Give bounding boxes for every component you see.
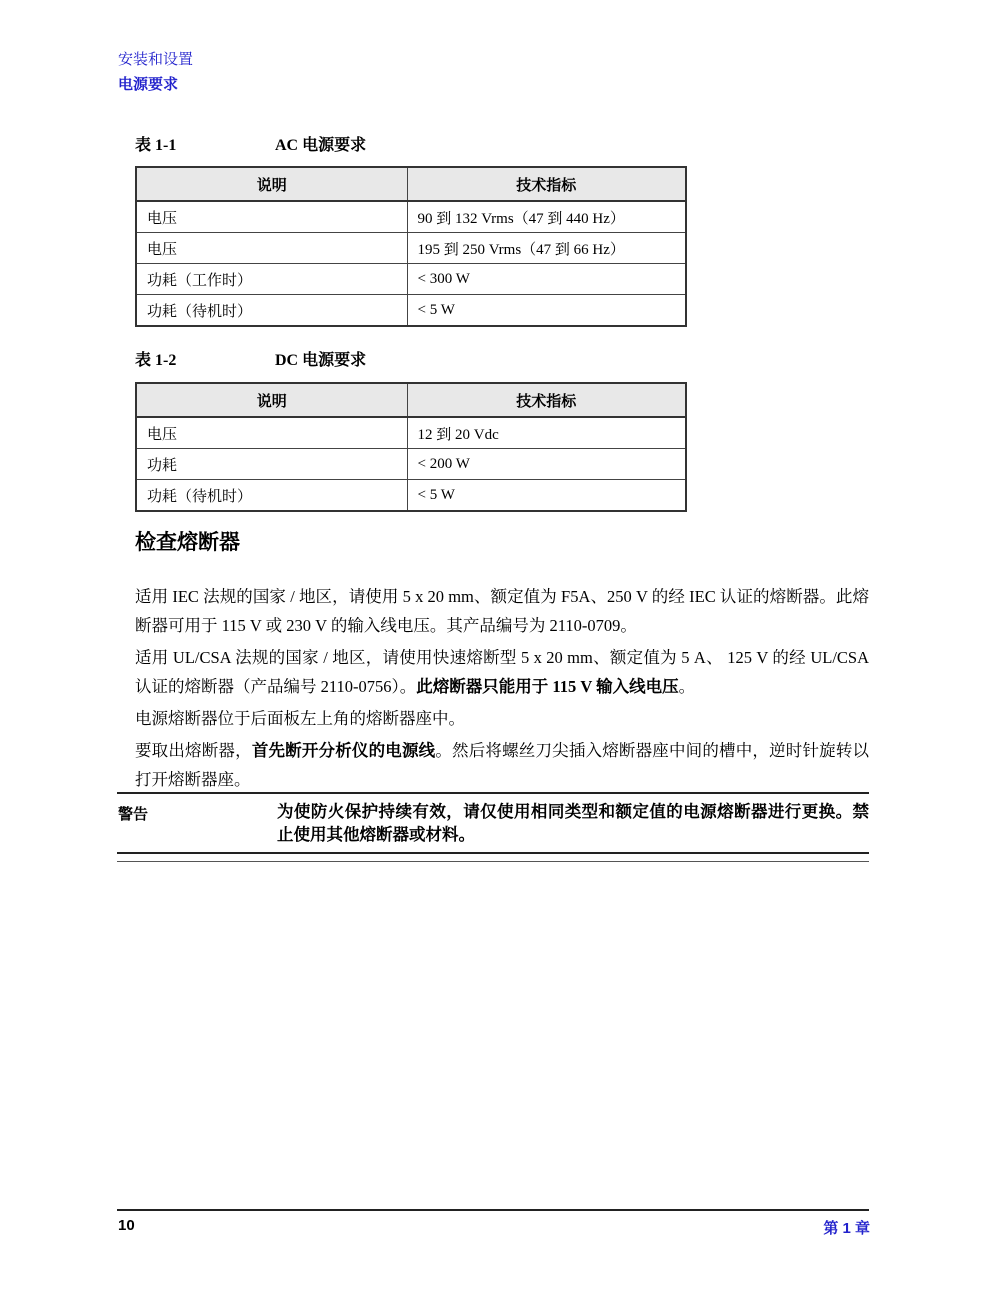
column-header-description: 说明 (136, 167, 407, 201)
footer-page-number: 10 (118, 1217, 135, 1234)
cell-spec: 12 到 20 Vdc (407, 417, 686, 449)
paragraph-fuse-location: 电源熔断器位于后面板左上角的熔断器座中。 (135, 708, 465, 728)
column-header-spec: 技术指标 (407, 383, 686, 417)
cell-spec: < 5 W (407, 480, 686, 512)
cell-description: 功耗（待机时） (136, 295, 407, 327)
warning-text: 为使防火保护持续有效，请仅使用相同类型和额定值的电源熔断器进行更换。禁止使用其他熔断器或材料。 (277, 802, 869, 844)
cell-description: 电压 (136, 233, 407, 264)
table-1-2-number: 表 1-2 (135, 352, 177, 369)
footer-rule (117, 1209, 869, 1211)
header-section-title: 电源要求 (118, 76, 179, 93)
table-row (136, 417, 686, 449)
column-header-description: 说明 (136, 383, 407, 417)
table-1-1-title: AC 电源要求 (275, 137, 367, 154)
cell-description: 功耗 (136, 449, 407, 480)
paragraph-text: 要取出熔断器， (135, 740, 252, 760)
table-row (136, 295, 686, 327)
table-1-1-caption (135, 136, 869, 156)
section-heading-check-fuse: 检查熔断器 (135, 530, 240, 554)
paragraph-text: 。然后将螺丝刀尖插入熔断器座中间的槽中，逆时针旋转以打开熔断器座。 (135, 740, 870, 789)
paragraph-bold-text: 此熔断器只能用于 115 V 输入线电压 (416, 676, 679, 696)
warning-bottom-rule (117, 852, 869, 854)
cell-spec: < 300 W (407, 264, 686, 295)
table-row (136, 449, 686, 480)
cell-spec: 90 到 132 Vrms（47 到 440 Hz） (407, 201, 686, 233)
table-row (136, 264, 686, 295)
ac-power-requirements-table (135, 166, 687, 327)
header-chapter-title: 安装和设置 (118, 51, 194, 68)
column-header-spec: 技术指标 (407, 167, 686, 201)
cell-spec: 195 到 250 Vrms（47 到 66 Hz） (407, 233, 686, 264)
paragraph-text: 适用 UL/CSA 法规的国家 / 地区，请使用快速熔断型 5 x 20 mm、额定值为 5 A、 125 V 的经 UL/CSA 认证的熔断器（产品编号 2110-0756）。 (135, 647, 869, 696)
cell-description: 电压 (136, 417, 407, 449)
table-header-row (136, 383, 686, 417)
warning-top-rule (117, 792, 869, 794)
paragraph-bold-text: 首先断开分析仪的电源线 (251, 740, 436, 760)
cell-spec: < 5 W (407, 295, 686, 327)
table-row (136, 233, 686, 264)
warning-bottom-rule-thin (117, 861, 869, 862)
warning-label: 警告 (118, 806, 149, 823)
page-header (118, 47, 193, 97)
table-row (136, 201, 686, 233)
cell-description: 功耗（工作时） (136, 264, 407, 295)
cell-description: 电压 (136, 201, 407, 233)
table-1-1-number: 表 1-1 (135, 137, 177, 154)
footer-chapter-label: 第 1 章 (823, 1220, 870, 1237)
table-row (136, 480, 686, 512)
dc-power-requirements-table (135, 382, 687, 512)
paragraph-ulcsa-fuse (135, 643, 869, 701)
paragraph-text: 。 (678, 676, 696, 696)
paragraph-fuse-removal (135, 736, 869, 794)
table-1-2-title: DC 电源要求 (275, 352, 367, 369)
cell-spec: < 200 W (407, 449, 686, 480)
table-header-row (136, 167, 686, 201)
paragraph-iec-fuse: 适用 IEC 法规的国家 / 地区，请使用 5 x 20 mm、额定值为 F5A、250 V 的经 IEC 认证的熔断器。此熔断器可用于 115 V 或 230 V 的输入线电压。其产品编号为 2110-0709。 (135, 586, 869, 635)
table-1-2-caption (135, 351, 869, 371)
cell-description: 功耗（待机时） (136, 480, 407, 512)
